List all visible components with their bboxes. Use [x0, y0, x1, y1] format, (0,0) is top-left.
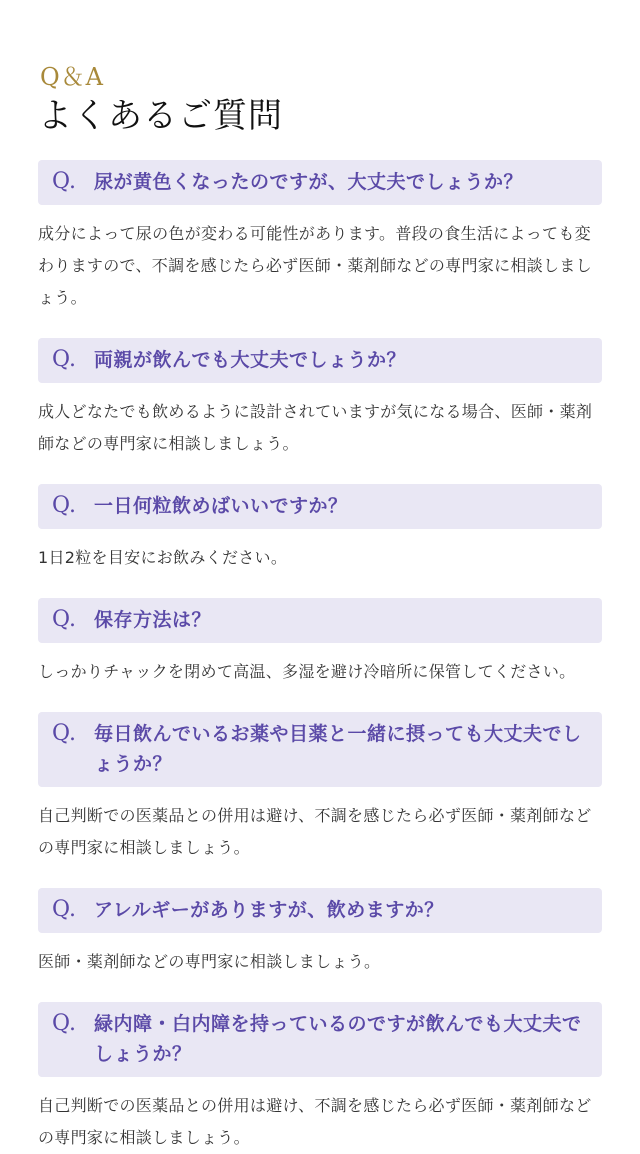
faq-answer-6: 医師・薬剤師などの専門家に相談しましょう。 [38, 952, 381, 971]
question-marker: Q. [52, 607, 76, 632]
question-text: アレルギーがありますが、飲めますか？ [94, 899, 444, 921]
faq-question-4[interactable] [38, 598, 602, 643]
faq-answer-4: しっかりチャックを閉めて高温、多湿を避け冷暗所に保管してください。 [38, 662, 576, 681]
faq-question-6[interactable] [38, 888, 602, 933]
question-marker: Q. [52, 897, 76, 922]
faq-answer-5: 自己判断での医薬品との併用は避け、不調を感じたら必ず医師・薬剤師などの専門家に相談しましょう。 [38, 806, 592, 857]
question-marker: Q. [52, 493, 76, 518]
question-text: 尿が黄色くなったのですが、大丈夫でしょうか？ [94, 171, 524, 193]
faq-item-7 [38, 1002, 602, 1154]
faq-question-5[interactable] [38, 712, 602, 787]
question-marker: Q. [52, 721, 76, 746]
faq-item-6 [38, 888, 602, 978]
faq-question-3[interactable] [38, 484, 602, 529]
faq-answer-1: 成分によって尿の色が変わる可能性があります。普段の食生活によっても変わりますので、不調を感じたら必ず医師・薬剤師などの専門家に相談しましょう。 [38, 224, 592, 307]
faq-item-4 [38, 598, 602, 688]
section-eyebrow: Q＆A [40, 63, 105, 91]
faq-item-3 [38, 484, 602, 574]
question-marker: Q. [52, 347, 76, 372]
faq-question-1[interactable] [38, 160, 602, 205]
faq-answer-7: 自己判断での医薬品との併用は避け、不調を感じたら必ず医師・薬剤師などの専門家に相談しましょう。 [38, 1096, 592, 1147]
question-text: 両親が飲んでも大丈夫でしょうか？ [94, 349, 407, 371]
question-text: 一日何粒飲めばいいですか？ [94, 495, 348, 517]
faq-question-7[interactable] [38, 1002, 602, 1077]
faq-question-2[interactable] [38, 338, 602, 383]
faq-answer-3: 1日2粒を目安にお飲みください。 [38, 548, 288, 567]
question-marker: Q. [52, 169, 76, 194]
question-marker: Q. [52, 1011, 76, 1036]
faq-list [38, 160, 602, 1154]
page-title: よくあるご質問 [38, 96, 283, 136]
faq-item-1 [38, 160, 602, 314]
question-text: 毎日飲んでいるお薬や目薬と一緒に摂っても大丈夫でしょうか？ [94, 723, 582, 775]
question-text: 緑内障・白内障を持っているのですが飲んでも大丈夫でしょうか？ [94, 1013, 582, 1065]
faq-item-5 [38, 712, 602, 864]
faq-item-2 [38, 338, 602, 460]
question-text: 保存方法は？ [94, 609, 212, 631]
faq-answer-2: 成人どなたでも飲めるように設計されていますが気になる場合、医師・薬剤師などの専門家に相談しましょう。 [38, 402, 593, 453]
